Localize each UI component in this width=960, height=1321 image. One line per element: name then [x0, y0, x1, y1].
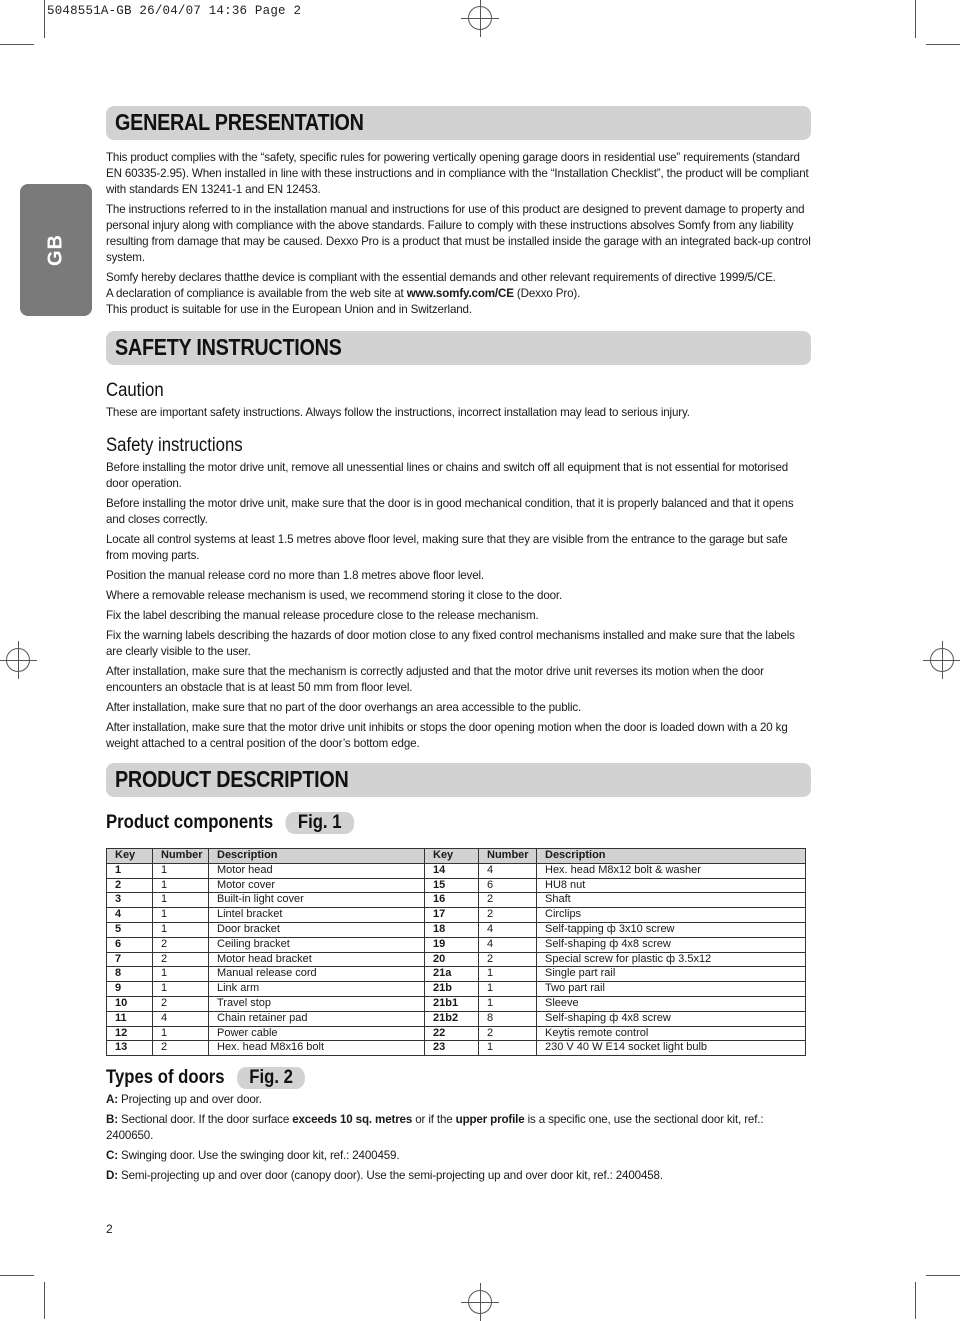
table-cell: 18: [425, 922, 479, 937]
table-cell: Chain retainer pad: [209, 1011, 425, 1026]
doors-list: [106, 1092, 812, 1188]
crop-mark: [0, 1275, 34, 1276]
registration-mark-icon: [468, 6, 492, 30]
table-cell: 4: [107, 908, 153, 923]
table-cell: Two part rail: [537, 982, 806, 997]
paragraph: Before installing the motor drive unit, make sure that the door is in good mechanical condition, that it is properly balanced and that it opens and closes correctly.: [106, 497, 794, 526]
registration-mark-icon: [930, 648, 954, 672]
table-cell: Single part rail: [537, 967, 806, 982]
table-cell: 10: [107, 996, 153, 1011]
table-cell: 20: [425, 952, 479, 967]
table-row: [107, 952, 806, 967]
table-cell: 2: [479, 908, 537, 923]
crop-mark: [0, 44, 34, 45]
table-cell: Special screw for plastic ф 3.5x12: [537, 952, 806, 967]
registration-mark-icon: [468, 1290, 492, 1314]
table-cell: 1: [479, 996, 537, 1011]
table-cell: 21b2: [425, 1011, 479, 1026]
item-text: Swinging door. Use the swinging door kit, ref.: 2400459.: [117, 1149, 400, 1162]
safety-body: [106, 460, 812, 756]
table-cell: 3: [107, 893, 153, 908]
table-row: [107, 878, 806, 893]
table-cell: 1: [153, 878, 209, 893]
paragraph: Fix the label describing the manual release procedure close to the release mechanism.: [106, 609, 539, 622]
item-text-bold: upper profile: [455, 1113, 525, 1126]
table-cell: 1: [153, 967, 209, 982]
paragraph: This product complies with the “safety, specific rules for powering vertically opening garage doors in residential use” requirements (standard EN 60335-2.95). When installed in line with these instructions and in compliance with the “Installation Checklist”, the product will be compliant with standards EN 13241-1 and EN 12453.: [106, 151, 809, 196]
print-header: 5048551A-GB 26/04/07 14:36 Page 2: [47, 4, 302, 18]
table-cell: Motor head bracket: [209, 952, 425, 967]
table-cell: 23: [425, 1041, 479, 1056]
figure-reference: Fig. 2: [237, 1067, 305, 1089]
table-cell: 2: [153, 937, 209, 952]
paragraph: [106, 286, 812, 302]
types-of-doors-heading: [106, 1067, 305, 1089]
caution-heading: Caution: [106, 380, 164, 401]
list-item: [106, 1092, 812, 1108]
section-header-product: [106, 763, 811, 797]
text: (Dexxo Pro).: [513, 287, 581, 300]
table-cell: 12: [107, 1026, 153, 1041]
item-label: A:: [106, 1093, 118, 1106]
table-cell: Self-shaping ф 4x8 screw: [537, 1011, 806, 1026]
text: A declaration of compliance is available from the web site at: [106, 287, 407, 300]
crop-mark: [44, 0, 45, 38]
table-cell: 7: [107, 952, 153, 967]
paragraph: Before installing the motor drive unit, remove all unessential lines or chains and switch off all equipment that is not essential for motorised door operation.: [106, 461, 789, 490]
table-cell: 1: [153, 982, 209, 997]
table-cell: 4: [479, 922, 537, 937]
table-row: [107, 996, 806, 1011]
table-cell: 16: [425, 893, 479, 908]
table-cell: 2: [479, 952, 537, 967]
table-cell: 5: [107, 922, 153, 937]
crop-mark: [915, 0, 916, 38]
table-cell: 19: [425, 937, 479, 952]
section-header-safety: [106, 331, 811, 365]
table-cell: Link arm: [209, 982, 425, 997]
table-row: [107, 937, 806, 952]
list-item: [106, 1112, 812, 1144]
table-cell: 9: [107, 982, 153, 997]
table-row: [107, 1011, 806, 1026]
table-cell: 2: [107, 878, 153, 893]
item-label: B:: [106, 1113, 118, 1126]
crop-mark: [926, 44, 960, 45]
paragraph: Locate all control systems at least 1.5 metres above floor level, making sure that they are visible from the entrance to the garage but safe from moving parts.: [106, 533, 788, 562]
table-cell: Lintel bracket: [209, 908, 425, 923]
table-cell: Circlips: [537, 908, 806, 923]
paragraph: Fix the warning labels describing the hazards of door motion close to any fixed control mechanisms installed and make sure that the labels are clearly visible to the user.: [106, 629, 795, 658]
paragraph: This product is suitable for use in the European Union and in Switzerland.: [106, 303, 472, 316]
table-cell: 21b1: [425, 996, 479, 1011]
table-cell: Motor cover: [209, 878, 425, 893]
figure-reference: Fig. 1: [286, 812, 354, 834]
table-cell: 8: [107, 967, 153, 982]
table-row: [107, 967, 806, 982]
registration-mark-icon: [6, 648, 30, 672]
table-cell: 8: [479, 1011, 537, 1026]
table-cell: Sleeve: [537, 996, 806, 1011]
table-cell: Keytis remote control: [537, 1026, 806, 1041]
column-header: Description: [537, 849, 806, 864]
paragraph: Somfy hereby declares thatthe device is compliant with the essential demands and other relevant requirements of directive 1999/5/CE.: [106, 271, 776, 284]
paragraph: After installation, make sure that no part of the door overhangs an area accessible to the public.: [106, 701, 582, 714]
table-header-row: [107, 849, 806, 864]
item-label: C:: [106, 1149, 118, 1162]
table-cell: 11: [107, 1011, 153, 1026]
column-header: Number: [153, 849, 209, 864]
table-cell: Ceiling bracket: [209, 937, 425, 952]
table-cell: 4: [479, 937, 537, 952]
table-row: [107, 1026, 806, 1041]
caution-text: These are important safety instructions. Always follow the instructions, incorrect installation may lead to serious injury.: [106, 406, 690, 419]
table-row: [107, 863, 806, 878]
paragraph: Where a removable release mechanism is used, we recommend storing it close to the door.: [106, 589, 563, 602]
table-row: [107, 982, 806, 997]
table-cell: 6: [107, 937, 153, 952]
table-cell: 1: [153, 863, 209, 878]
table-cell: 1: [479, 982, 537, 997]
table-cell: Self-tapping ф 3x10 screw: [537, 922, 806, 937]
safety-instructions-heading: Safety instructions: [106, 435, 243, 456]
table-cell: Motor head: [209, 863, 425, 878]
somfy-link[interactable]: www.somfy.com/CE: [406, 287, 514, 300]
item-text: Semi-projecting up and over door (canopy door). Use the semi-projecting up and over door kit, ref.: 2400458.: [117, 1169, 663, 1182]
table-cell: 1: [107, 863, 153, 878]
table-cell: 1: [153, 922, 209, 937]
table-cell: Shaft: [537, 893, 806, 908]
product-components-heading: [106, 812, 354, 834]
table-cell: 4: [153, 1011, 209, 1026]
table-cell: 21b: [425, 982, 479, 997]
table-cell: Hex. head M8x12 bolt & washer: [537, 863, 806, 878]
section-title: SAFETY INSTRUCTIONS: [115, 334, 342, 360]
table-cell: 1: [479, 967, 537, 982]
column-header: Number: [479, 849, 537, 864]
table-cell: 2: [153, 952, 209, 967]
column-header: Key: [107, 849, 153, 864]
table-cell: 2: [153, 996, 209, 1011]
table-row: [107, 893, 806, 908]
paragraph: After installation, make sure that the mechanism is correctly adjusted and that the motor drive unit reverses its motion when the door encounters an obstacle that is at least 50 mm from floor level.: [106, 665, 764, 694]
column-header: Key: [425, 849, 479, 864]
table-row: [107, 908, 806, 923]
section-title: GENERAL PRESENTATION: [115, 109, 364, 135]
paragraph: The instructions referred to in the installation manual and instructions for use of this product are designed to prevent damage to property and personal injury along with compliance with the above standards. Failure to comply with these instructions absolves Somfy from any liability resulting from damage that may be caused. Dexxo Pro is a product that must be installed inside the garage with an integrated back-up control system.: [106, 203, 811, 264]
general-body: [106, 150, 812, 322]
table-cell: 22: [425, 1026, 479, 1041]
table-cell: Built-in light cover: [209, 893, 425, 908]
table-cell: 1: [479, 1041, 537, 1056]
table-cell: 17: [425, 908, 479, 923]
item-text: or if the: [412, 1113, 456, 1126]
list-item: [106, 1168, 812, 1184]
item-text-bold: exceeds 10 sq. metres: [292, 1113, 413, 1126]
heading-text: Product components: [106, 812, 274, 833]
table-cell: Travel stop: [209, 996, 425, 1011]
list-item: [106, 1148, 812, 1164]
section-title: PRODUCT DESCRIPTION: [115, 766, 349, 792]
table-cell: 2: [479, 1026, 537, 1041]
crop-mark: [44, 1282, 45, 1319]
table-body: [107, 863, 806, 1055]
item-text: is a specific one, use the sectional door kit, ref.: 2400650.: [106, 1113, 764, 1142]
table-cell: 2: [479, 893, 537, 908]
language-tab: [20, 184, 92, 316]
item-text: Projecting up and over door.: [117, 1093, 262, 1106]
table-cell: 15: [425, 878, 479, 893]
section-header-general: [106, 106, 811, 140]
table-cell: HU8 nut: [537, 878, 806, 893]
paragraph: Position the manual release cord no more than 1.8 metres above floor level.: [106, 569, 485, 582]
table-cell: 1: [153, 1026, 209, 1041]
table-cell: 2: [153, 1041, 209, 1056]
table-cell: Door bracket: [209, 922, 425, 937]
crop-mark: [915, 1282, 916, 1319]
column-header: Description: [209, 849, 425, 864]
table-row: [107, 922, 806, 937]
table-cell: 6: [479, 878, 537, 893]
page-number: 2: [106, 1222, 113, 1236]
item-label: D:: [106, 1169, 118, 1182]
heading-text: Types of doors: [106, 1067, 225, 1088]
table-cell: 13: [107, 1041, 153, 1056]
table-cell: Power cable: [209, 1026, 425, 1041]
language-tab-label: GB: [44, 234, 67, 266]
table-cell: Manual release cord: [209, 967, 425, 982]
table-cell: Hex. head M8x16 bolt: [209, 1041, 425, 1056]
table-cell: 14: [425, 863, 479, 878]
table-row: [107, 1041, 806, 1056]
table-cell: 4: [479, 863, 537, 878]
table-cell: 1: [153, 893, 209, 908]
item-text: Sectional door. If the door surface: [117, 1113, 293, 1126]
paragraph: After installation, make sure that the motor drive unit inhibits or stops the door opening motion when the door is loaded down with a 20 kg weight attached to a central position of the door’s bottom edge.: [106, 721, 788, 750]
table-cell: 1: [153, 908, 209, 923]
table-cell: Self-shaping ф 4x8 screw: [537, 937, 806, 952]
table-cell: 21a: [425, 967, 479, 982]
table-cell: 230 V 40 W E14 socket light bulb: [537, 1041, 806, 1056]
crop-mark: [926, 1275, 960, 1276]
components-table: [106, 848, 806, 1056]
